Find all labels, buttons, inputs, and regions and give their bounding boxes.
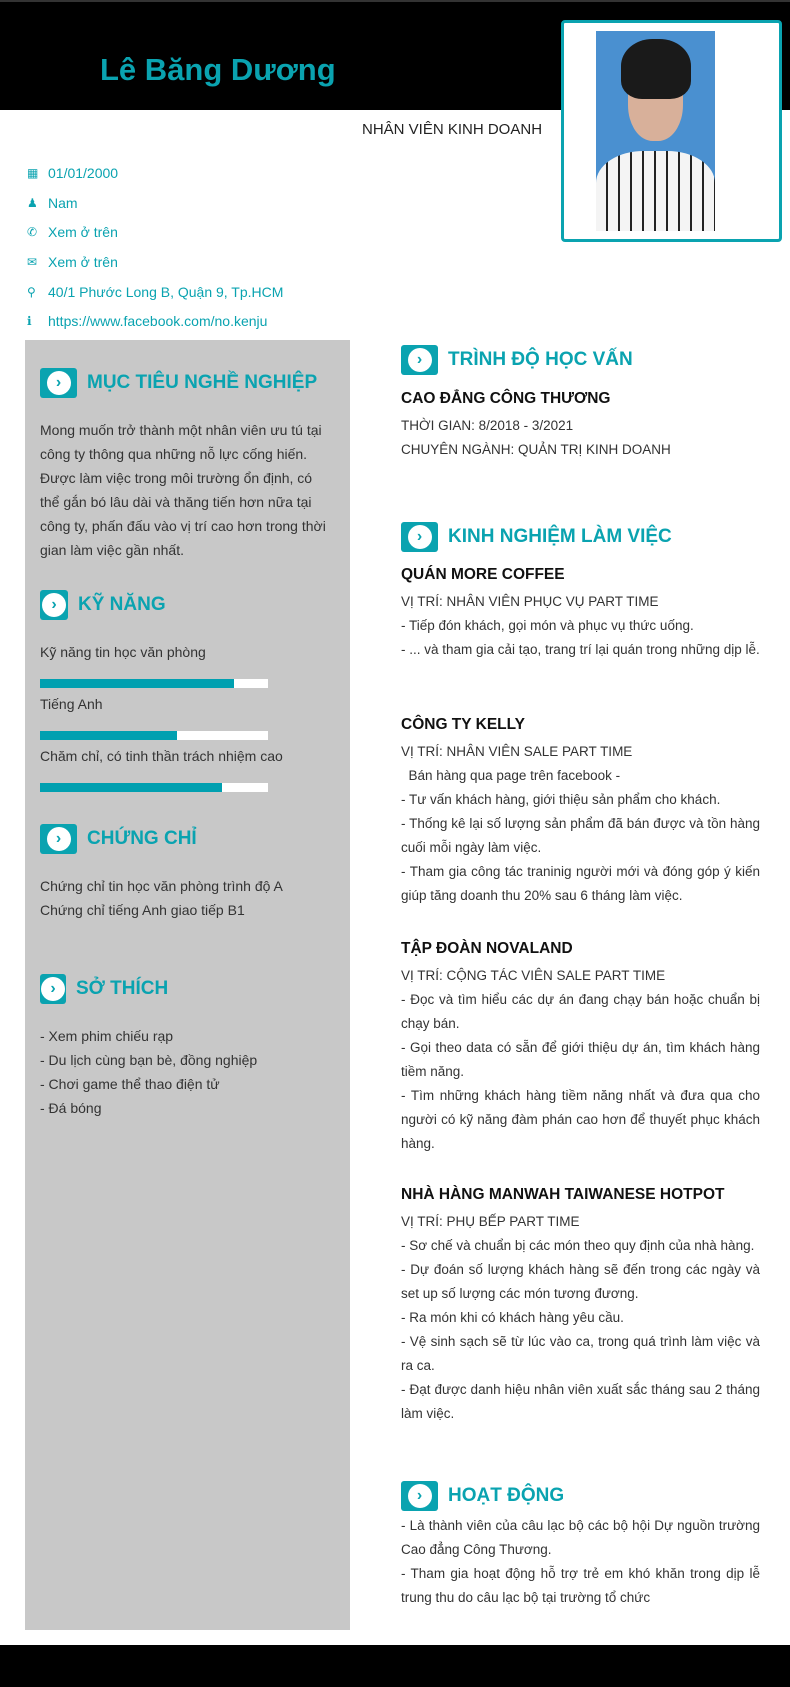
chevron-right-icon: › (40, 590, 68, 620)
experience-item: TẬP ĐOÀN NOVALAND VỊ TRÍ: CỘNG TÁC VIÊN SALE PART TIME - Đọc và tìm hiểu các dự án đang chạy bán hoặc chuẩn bị chạy bán. - Gọi theo data có sẵn để giới thiệu dự án, tìm khách hàng tiềm năng. - Tìm những khách hàng tiềm năng nhất và đưa qua cho người có kỹ năng đàm phán cao hơn để thuyết phục khách hàng. (401, 940, 760, 1151)
contact-phone: ✆ Xem ở trên (27, 224, 118, 241)
hobby-item: - Xem phim chiếu rạp (40, 1028, 174, 1044)
profile-photo (596, 31, 715, 231)
candidate-name: Lê Băng Dương (100, 52, 336, 87)
hobby-item: - Du lịch cùng bạn bè, đồng nghiệp (40, 1052, 258, 1068)
activities-block: - Là thành viên của câu lạc bộ các bộ hội Dự nguồn trường Cao đẳng Công Thương. - Tham gia hoạt động hỗ trợ trẻ em khó khăn trong dịp lễ trung thu do câu lạc bộ tại trường tổ chức (401, 1518, 760, 1605)
map-marker-icon: ⚲ (27, 284, 36, 299)
section-experience: › KINH NGHIỆM LÀM VIỆC (401, 522, 672, 552)
skill-bar (40, 731, 268, 740)
contact-birthday: ▦ 01/01/2000 (27, 164, 119, 181)
section-certificates: › CHỨNG CHỈ (40, 824, 197, 854)
calendar-icon: ▦ (27, 165, 39, 180)
section-objective: › MỤC TIÊU NGHỀ NGHIỆP (40, 368, 317, 398)
contact-gender: ♟ Nam (27, 194, 78, 211)
contact-website: ℹ https://www.facebook.com/no.kenju (27, 313, 268, 330)
certificate-item: Chứng chỉ tiếng Anh giao tiếp B1 (40, 902, 245, 918)
section-hobbies: › SỞ THÍCH (40, 974, 168, 1004)
info-icon: ℹ (27, 314, 32, 329)
contact-list (27, 158, 283, 336)
chevron-right-icon: › (401, 345, 438, 375)
hobby-item: - Đá bóng (40, 1100, 102, 1116)
skill-label: Chăm chỉ, có tinh thần trách nhiệm cao (40, 748, 283, 764)
skill-label: Kỹ năng tin học văn phòng (40, 644, 206, 660)
footer-bar (0, 1645, 790, 1687)
section-education: › TRÌNH ĐỘ HỌC VẤN (401, 345, 633, 375)
experience-item: NHÀ HÀNG MANWAH TAIWANESE HOTPOT VỊ TRÍ: PHỤ BẾP PART TIME - Sơ chế và chuẩn bị các món theo quy định của nhà hàng. - Dự đoán số lượng khách hàng sẽ đến trong các ngày và set up số lượng các món tương đương. - Ra món khi có khách hàng yêu cầu. - Vệ sinh sạch sẽ từ lúc vào ca, trong quá trình làm việc và ra ca. - Đạt được danh hiệu nhân viên xuất sắc tháng sau 2 tháng làm việc. (401, 1186, 760, 1421)
section-skills: › KỸ NĂNG (40, 590, 166, 620)
chevron-right-icon: › (401, 522, 438, 552)
experience-item: CÔNG TY KELLY VỊ TRÍ: NHÂN VIÊN SALE PART TIME Bán hàng qua page trên facebook - - Tư vấn khách hàng, giới thiệu sản phẩm cho khách. - Thống kê lại số lượng sản phẩm đã bán được và tồn hàng cuối mỗi ngày làm việc. - Tham gia công tác traninig người mới và đóng góp ý kiến giúp tăng doanh thu 20% sau 6 tháng làm việc. (401, 716, 760, 903)
objective-text: Mong muốn trở thành một nhân viên ưu tú tại công ty thông qua những nỗ lực cống hiến. Được làm việc trong môi trường ổn định, có thể gắn bó lâu dài và thăng tiến hơn nữa tại công ty, phấn đấu vào vị trí cao hơn trong thời gian làm việc gần nhất. (40, 422, 326, 558)
contact-address: ⚲ 40/1 Phước Long B, Quận 9, Tp.HCM (27, 283, 284, 300)
phone-icon: ✆ (27, 225, 38, 240)
hobby-item: - Chơi game thể thao điện tử (40, 1076, 220, 1092)
chevron-right-icon: › (40, 824, 77, 854)
education-block: CAO ĐẲNG CÔNG THƯƠNG THỜI GIAN: 8/2018 - 3/2021 CHUYÊN NGÀNH: QUẢN TRỊ KINH DOANH (401, 390, 671, 457)
skill-bar (40, 679, 268, 688)
job-title: NHÂN VIÊN KINH DOANH (362, 121, 543, 138)
experience-item: QUÁN MORE COFFEE VỊ TRÍ: NHÂN VIÊN PHỤC VỤ PART TIME - Tiếp đón khách, gọi món và phục vụ thức uống. - ... và tham gia cải tạo, trang trí lại quán trong những dịp lễ. (401, 566, 760, 657)
user-icon: ♟ (27, 195, 38, 210)
section-activities: › HOẠT ĐỘNG (401, 1481, 564, 1511)
email-icon: ✉ (27, 254, 38, 269)
chevron-right-icon: › (40, 368, 77, 398)
skill-label: Tiếng Anh (40, 696, 103, 712)
contact-email: ✉ Xem ở trên (27, 253, 118, 270)
skill-bar (40, 783, 268, 792)
chevron-right-icon: › (401, 1481, 438, 1511)
certificate-item: Chứng chỉ tin học văn phòng trình độ A (40, 878, 283, 894)
chevron-right-icon: › (40, 974, 66, 1004)
